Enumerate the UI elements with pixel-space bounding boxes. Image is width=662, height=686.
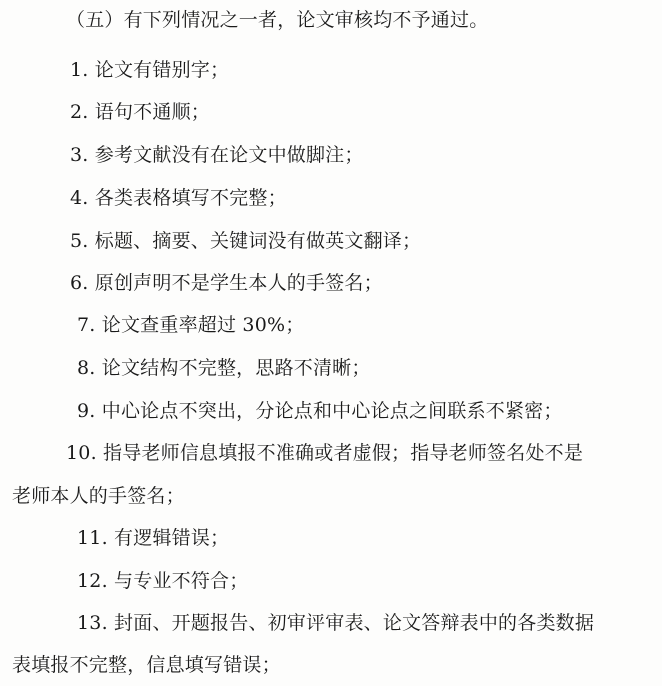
list-item: 12. 与专业不符合； bbox=[77, 570, 249, 592]
list-item: 1. 论文有错别字； bbox=[70, 59, 230, 81]
list-item: 13. 封面、开题报告、初审评审表、论文答辩表中的各类数据 bbox=[77, 612, 595, 634]
list-item: 8. 论文结构不完整，思路不清晰； bbox=[77, 357, 371, 379]
list-item: 6. 原创声明不是学生本人的手签名； bbox=[70, 272, 383, 294]
list-item: 5. 标题、摘要、关键词没有做英文翻译； bbox=[70, 230, 422, 252]
list-item: 7. 论文查重率超过 30%； bbox=[77, 314, 305, 336]
list-item: 11. 有逻辑错误； bbox=[77, 527, 230, 549]
list-item: 9. 中心论点不突出，分论点和中心论点之间联系不紧密； bbox=[77, 400, 563, 422]
list-item-continuation: 老师本人的手签名； bbox=[12, 485, 185, 507]
list-item: 4. 各类表格填写不完整； bbox=[70, 187, 287, 209]
list-item: 10. 指导老师信息填报不准确或者虚假；指导老师签名处不是 bbox=[66, 442, 584, 464]
list-item: 2. 语句不通顺； bbox=[70, 101, 210, 123]
section-heading: （五）有下列情况之一者，论文审核均不予通过。 bbox=[66, 9, 489, 31]
list-item: 3. 参考文献没有在论文中做脚注； bbox=[70, 144, 364, 166]
list-item-continuation: 表填报不完整，信息填写错误； bbox=[12, 654, 281, 676]
